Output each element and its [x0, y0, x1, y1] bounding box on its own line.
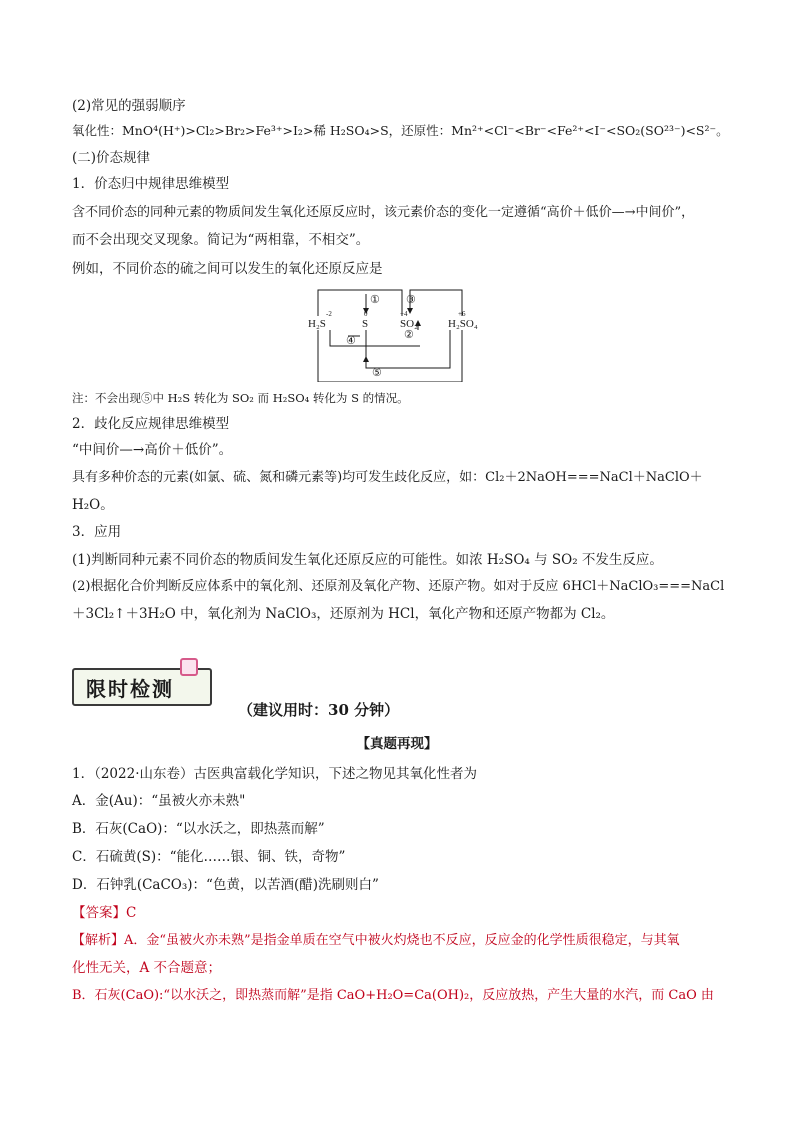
marker-1: ①	[370, 294, 380, 306]
rule3-paragraph-1: (1)判断同种元素不同价态的物质间发生氧化还原反应的可能性。如浓 H₂SO₄ 与 SO₂ 不发生反应。	[72, 552, 663, 568]
rule3-paragraph-3: ＋3Cl₂↑＋3H₂O 中，氧化剂为 NaClO₃，还原剂为 HCl，氧化产物和还原产物都为 Cl₂。	[72, 606, 615, 622]
rule3-paragraph-2: (2)根据化合价判断反应体系中的氧化剂、还原剂及氧化产物、还原产物。如对于反应 6HCl＋NaClO₃===NaCl	[72, 579, 725, 594]
species-so2: SO₂	[400, 318, 418, 330]
option-a: A．金(Au)：“虽被火亦未熟"	[72, 793, 246, 809]
species-h2s: H₂S	[308, 318, 326, 330]
valence-h2s: -2	[326, 310, 332, 318]
rule1-example: 例如，不同价态的硫之间可以发生的氧化还原反应是	[72, 261, 383, 277]
order-section-title: (2)常见的强弱顺序	[72, 98, 186, 114]
rule2-title: 2．歧化反应规律思维模型	[72, 416, 230, 432]
option-c: C．石硫黄(S)：“能化……银、铜、铁，奇物”	[72, 849, 346, 865]
rule1-title: 1．价态归中规律思维模型	[72, 176, 230, 192]
marker-5: ⑤	[372, 367, 382, 379]
marker-3: ③	[406, 294, 416, 306]
answer-line: 【答案】C	[72, 905, 137, 921]
analysis-paragraph-1: 【解析】A．金“虽被火亦未熟”是指金单质在空气中被火灼烧也不反应，反应金的化学性质很稳定，与其氧	[72, 933, 680, 948]
species-h2so4: H₂SO₄	[448, 318, 478, 330]
valence-rules-title: (二)价态规律	[72, 150, 151, 166]
marker-2: ②	[404, 329, 414, 341]
rule2-paragraph-1: 具有多种价态的元素(如氯、硫、氮和磷元素等)均可发生歧化反应，如：Cl₂＋2NaOH===NaCl＋NaClO＋	[72, 470, 703, 485]
sulfur-valence-diagram	[300, 286, 490, 382]
option-d: D．石钟乳(CaCO₃)：“色黄，以苦酒(醋)洗刷则白”	[72, 877, 379, 893]
valence-so2: +4	[400, 310, 408, 318]
marker-4: ④	[346, 335, 356, 347]
paper-clip-icon	[180, 658, 198, 676]
rule3-title: 3．应用	[72, 524, 122, 540]
timed-test-banner	[72, 664, 212, 704]
rule2-paragraph-2: H₂O。	[72, 497, 114, 513]
time-hint: （建议用时：30 分钟）	[238, 701, 400, 719]
rule1-paragraph-1: 含不同价态的同种元素的物质间发生氧化还原反应时，该元素价态的变化一定遵循“高价＋低价—→中间价”，	[72, 205, 695, 220]
rule2-model: “中间价—→高价＋低价”。	[72, 442, 233, 458]
option-b: B．石灰(CaO)：“以水沃之，即热蒸而解”	[72, 821, 325, 837]
species-s: S	[362, 318, 369, 330]
valence-s: 0	[364, 310, 368, 318]
rule1-paragraph-2: 而不会出现交叉现象。简记为“两相靠，不相交”。	[72, 232, 370, 248]
banner-label: 限时检测	[86, 677, 174, 701]
diagram-note: 注：不会出现⑤中 H₂S 转化为 SO₂ 而 H₂SO₄ 转化为 S 的情况。	[72, 391, 409, 405]
valence-h2so4: +6	[458, 310, 466, 318]
analysis-paragraph-2: 化性无关，A 不合题意；	[72, 960, 222, 976]
question-stem: 1．（2022·山东卷）古医典富载化学知识，下述之物见其氧化性者为	[72, 766, 477, 782]
oxidizing-order-line: 氧化性：MnO⁴(H⁺)>Cl₂>Br₂>Fe³⁺>I₂>稀 H₂SO₄>S，还原性：Mn²⁺<Cl⁻<Br⁻<Fe²⁺<I⁻<SO₂(SO²³⁻)<S²⁻。	[72, 123, 729, 138]
analysis-paragraph-3: B．石灰(CaO):“以水沃之，即热蒸而解”是指 CaO+H₂O=Ca(OH)₂，反应放热，产生大量的水汽，而 CaO 由	[72, 988, 714, 1003]
section-tag: 【真题再现】	[356, 736, 438, 752]
